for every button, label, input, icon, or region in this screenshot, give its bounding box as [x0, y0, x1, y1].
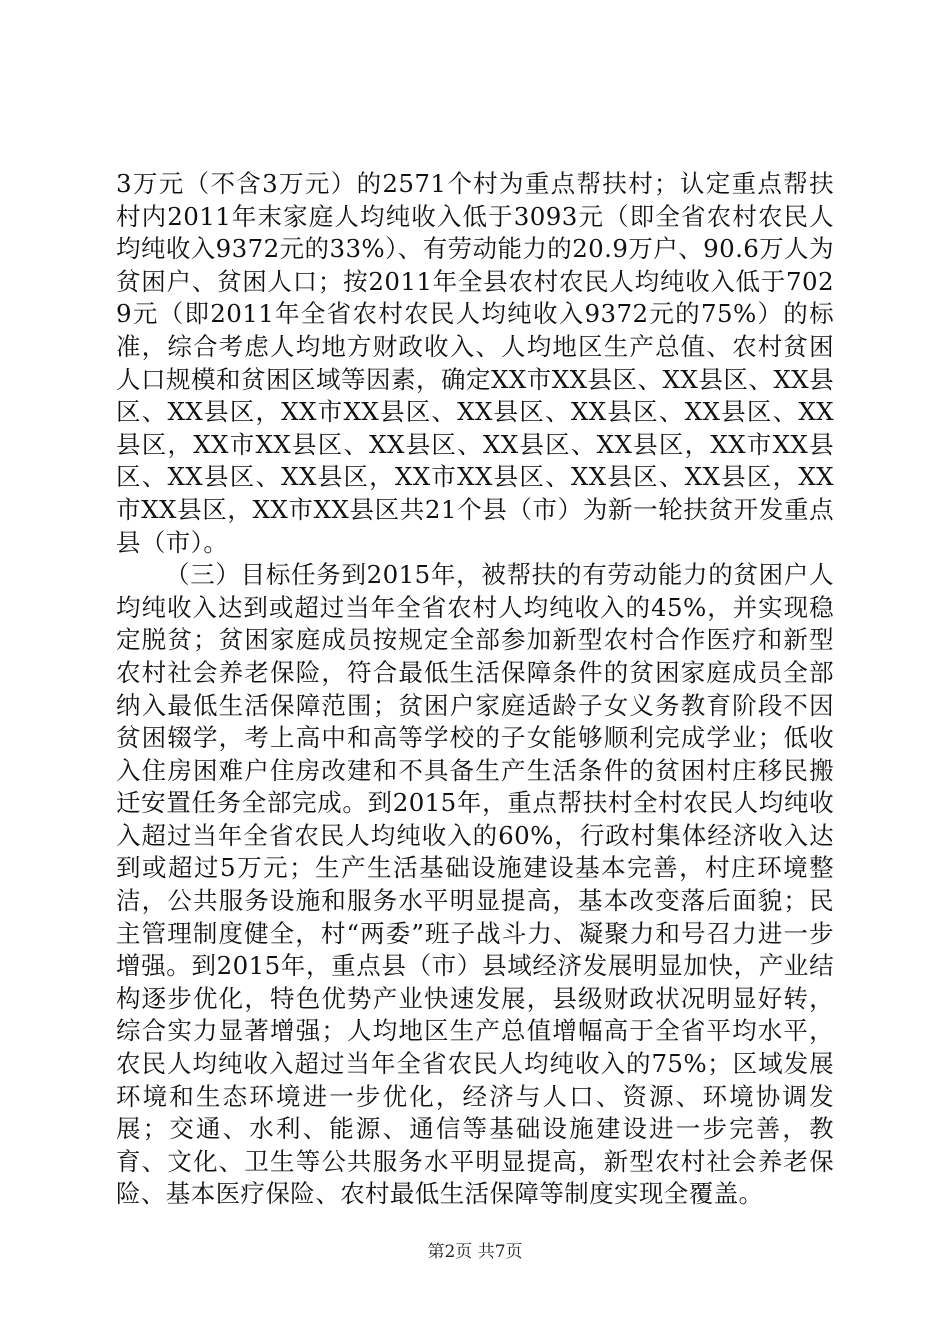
page-number-footer: 第2页 共7页 [427, 1242, 523, 1262]
document-body [116, 168, 834, 1211]
paragraph-key-villages-and-counties: 3万元（不含3万元）的2571个村为重点帮扶村；认定重点帮扶村内2011年末家庭人均纯收入低于3093元（即全省农村农民人均纯收入9372元的33%）、有劳动能力的20.9万户、90.6万人为贫困户、贫困人口；按2011年全县农村农民人均纯收入低于7029元（即2011年全省农村农民人均纯收入9372元的75%）的标准，综合考虑人均地方财政收入、人均地区生产总值、农村贫困人口规模和贫困区域等因素，确定XX市XX县区、XX县区、XX县区、XX县区，XX市XX县区、XX县区、XX县区、XX县区、XX县区，XX市XX县区、XX县区、XX县区、XX县区，XX市XX县区、XX县区、XX县区，XX市XX县区、XX县区、XX县区，XX市XX县区，XX市XX县区共21个县（市）为新一轮扶贫开发重点县（市）。 [116, 169, 834, 557]
paragraph-target-tasks: （三）目标任务到2015年，被帮扶的有劳动能力的贫困户人均纯收入达到或超过当年全省农村人均纯收入的45%，并实现稳定脱贫；贫困家庭成员按规定全部参加新型农村合作医疗和新型农村社会养老保险，符合最低生活保障条件的贫困家庭成员全部纳入最低生活保障范围；贫困户家庭适龄子女义务教育阶段不因贫困辍学，考上高中和高等学校的子女能够顺利完成学业；低收入住房困难户住房改建和不具备生产生活条件的贫困村庄移民搬迁安置任务全部完成。到2015年，重点帮扶村全村农民人均纯收入超过当年全省农民人均纯收入的60%，行政村集体经济收入达到或超过5万元；生产生活基础设施建设基本完善，村庄环境整洁，公共服务设施和服务水平明显提高，基本改变落后面貌；民主管理制度健全，村“两委”班子战斗力、凝聚力和号召力进一步增强。到2015年，重点县（市）县域经济发展明显加快，产业结构逐步优化，特色优势产业快速发展，县级财政状况明显好转，综合实力显著增强；人均地区生产总值增幅高于全省平均水平，农民人均纯收入超过当年全省农民人均纯收入的75%；区域发展环境和生态环境进一步优化，经济与人口、资源、环境协调发展；交通、水利、能源、通信等基础设施建设进一步完善，教育、文化、卫生等公共服务水平明显提高，新型农村社会养老保险、基本医疗保险、农村最低生活保障等制度实现全覆盖。 [116, 560, 834, 1209]
